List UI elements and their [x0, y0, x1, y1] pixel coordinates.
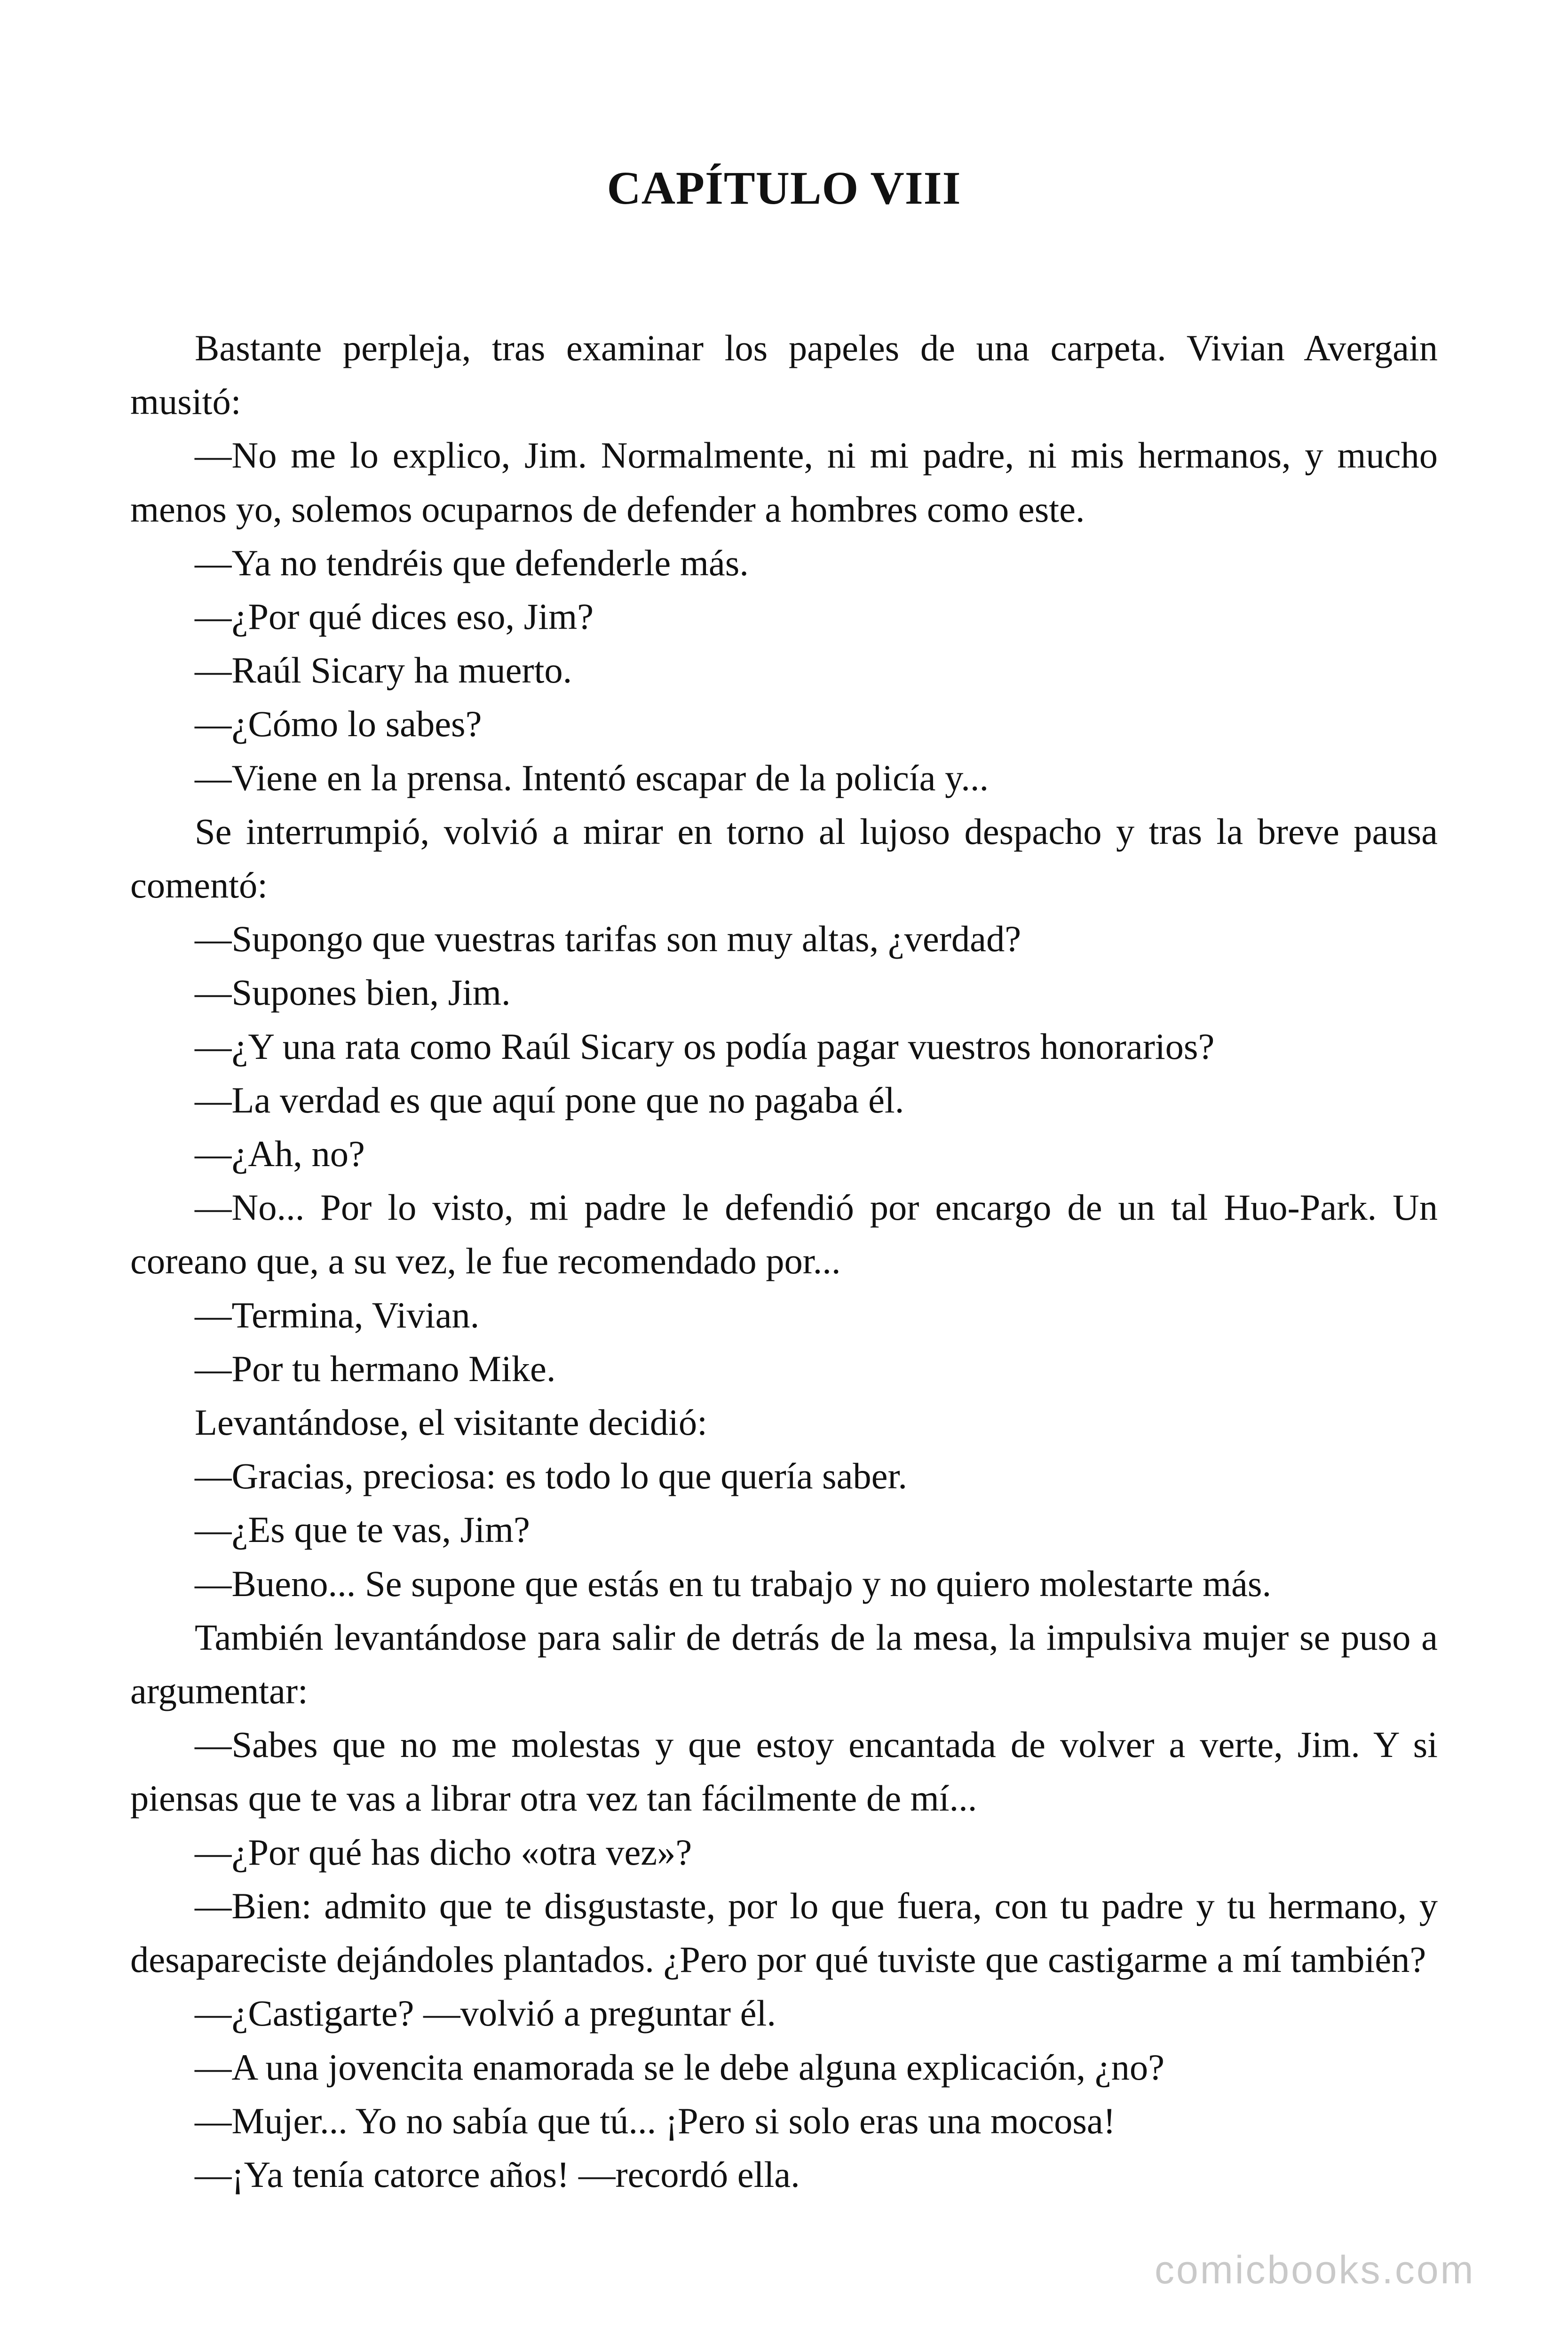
- paragraph: —Gracias, preciosa: es todo lo que quería saber.: [195, 1455, 907, 1497]
- paragraph: Levantándose, el visitante decidió:: [195, 1402, 707, 1443]
- paragraph: —No... Por lo visto, mi padre le defendió por encargo de un tal Huo-Park. Un coreano que, a su vez, le fue recomendado por...: [130, 1187, 1438, 1282]
- paragraph: —Supones bien, Jim.: [195, 972, 511, 1013]
- chapter-body: [130, 321, 1438, 2201]
- paragraph: —Bueno... Se supone que estás en tu trabajo y no quiero molestarte más.: [195, 1563, 1272, 1604]
- paragraph: —No me lo explico, Jim. Normalmente, ni mi padre, ni mis hermanos, y mucho menos yo, solemos ocuparnos de defender a hombres como este.: [130, 435, 1438, 530]
- paragraph: —Mujer... Yo no sabía que tú... ¡Pero si solo eras una mocosa!: [195, 2100, 1116, 2141]
- paragraph: —La verdad es que aquí pone que no pagaba él.: [195, 1079, 904, 1120]
- paragraph: —Raúl Sicary ha muerto.: [195, 650, 572, 691]
- paragraph: También levantándose para salir de detrás de la mesa, la impulsiva mujer se puso a argumentar:: [130, 1616, 1438, 1712]
- paragraph: —Termina, Vivian.: [195, 1294, 480, 1335]
- paragraph: —¿Castigarte? —volvió a preguntar él.: [195, 1993, 776, 2034]
- paragraph: —Por tu hermano Mike.: [195, 1348, 556, 1389]
- paragraph: —¿Es que te vas, Jim?: [195, 1509, 530, 1550]
- paragraph: —¿Y una rata como Raúl Sicary os podía pagar vuestros honorarios?: [195, 1025, 1215, 1067]
- chapter-title: CAPÍTULO VIII: [607, 162, 961, 214]
- paragraph: —Bien: admito que te disgustaste, por lo que fuera, con tu padre y tu hermano, y desapareciste dejándoles plantados. ¿Pero por qué tuviste que castigarme a mí también?: [130, 1885, 1438, 1980]
- paragraph: —¿Ah, no?: [195, 1133, 365, 1175]
- paragraph: —Viene en la prensa. Intentó escapar de la policía y...: [195, 757, 989, 798]
- paragraph: —Sabes que no me molestas y que estoy encantada de volver a verte, Jim. Y si piensas que te vas a librar otra vez tan fácilmente de mí...: [130, 1724, 1438, 1819]
- paragraph: —¿Por qué dices eso, Jim?: [195, 596, 594, 637]
- paragraph: Bastante perpleja, tras examinar los papeles de una carpeta. Vivian Avergain musitó:: [130, 327, 1438, 422]
- paragraph: —¿Cómo lo sabes?: [195, 703, 482, 745]
- paragraph: —A una jovencita enamorada se le debe alguna explicación, ¿no?: [195, 2046, 1164, 2088]
- paragraph: —¡Ya tenía catorce años! —recordó ella.: [195, 2153, 800, 2195]
- paragraph: —Ya no tendréis que defenderle más.: [195, 542, 749, 583]
- paragraph: Se interrumpió, volvió a mirar en torno al lujoso despacho y tras la breve pausa comentó:: [130, 810, 1438, 906]
- paragraph: —¿Por qué has dicho «otra vez»?: [195, 1831, 692, 1873]
- watermark: comicbooks.com: [1155, 2248, 1475, 2292]
- paragraph: —Supongo que vuestras tarifas son muy altas, ¿verdad?: [195, 918, 1022, 960]
